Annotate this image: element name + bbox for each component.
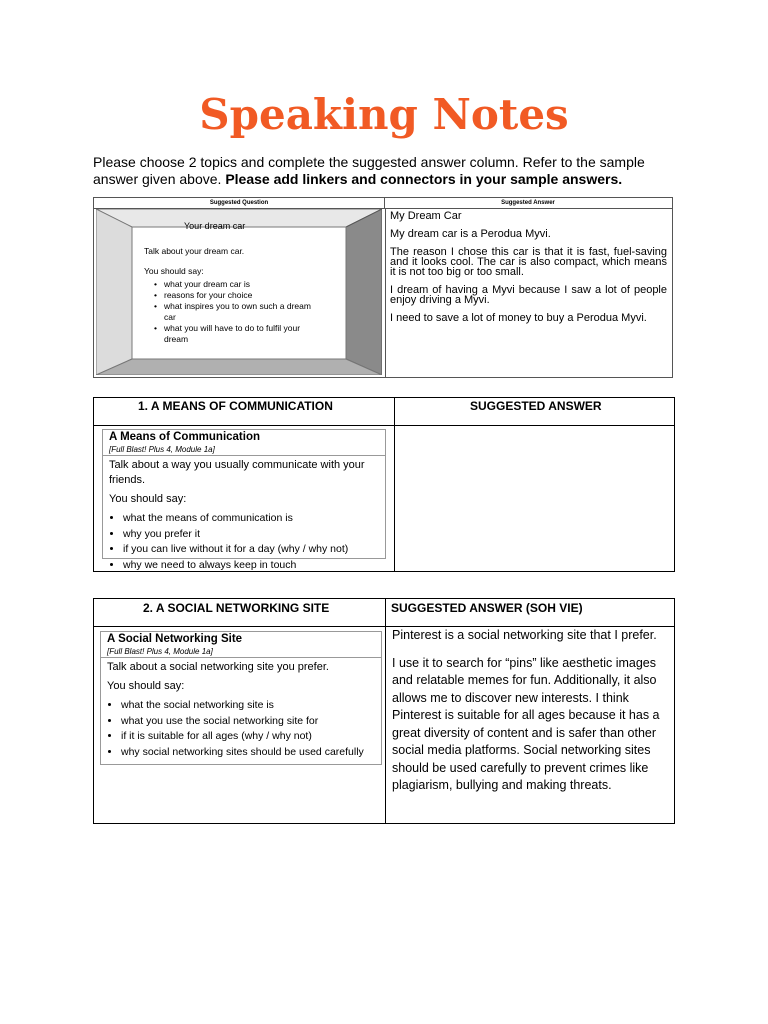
list-item: • if you can live without it for a day (why / why not) bbox=[123, 542, 379, 558]
sample-question-text bbox=[144, 221, 324, 345]
topic1-header: 1. A MEANS OF COMMUNICATION bbox=[138, 399, 333, 413]
topic2-card bbox=[100, 631, 382, 765]
page-title: Speaking Notes bbox=[199, 90, 569, 139]
topic2-answer bbox=[392, 627, 672, 805]
list-item: • what you use the social networking site for bbox=[121, 714, 375, 730]
topic2-card-body bbox=[101, 658, 381, 760]
topic2-bullets bbox=[107, 698, 375, 760]
topic2-answer-para: Pinterest is a social networking site that I prefer. bbox=[392, 628, 657, 642]
instructions-text: Please choose 2 topics and complete the suggested answer column. Refer to the sample answer given above. bbox=[93, 154, 645, 187]
list-item: • why we need to always keep in touch bbox=[123, 558, 379, 574]
list-item: • what your dream car is bbox=[156, 279, 324, 290]
sample-question-image bbox=[96, 209, 382, 375]
sample-answer-para: The reason I chose this car is that it is fast, fuel-saving and it looks cool. The car is also compact, which means it is not too big or too small. bbox=[390, 246, 667, 278]
topic1-card bbox=[102, 429, 386, 571]
topic1-bullets bbox=[109, 511, 379, 573]
instructions bbox=[93, 154, 683, 188]
sample-answer-para: I need to save a lot of money to buy a Perodua Myvi. bbox=[390, 312, 647, 324]
topic2-answer-header: SUGGESTED ANSWER (SOH VIE) bbox=[391, 601, 583, 615]
topic2-card-title-text: A Social Networking Site bbox=[107, 633, 243, 645]
list-item: • what inspires you to own such a dream car bbox=[156, 301, 324, 323]
topic1-card-source: [Full Blast! Plus 4, Module 1a] bbox=[109, 445, 215, 454]
sample-prompt: Talk about your dream car. bbox=[144, 246, 245, 256]
sample-question-header: Suggested Question bbox=[94, 198, 385, 209]
list-item: • reasons for your choice bbox=[156, 290, 324, 301]
topic1-table bbox=[93, 397, 675, 572]
sample-answer bbox=[385, 209, 671, 377]
list-item: • what the social networking site is bbox=[121, 698, 375, 714]
list-item: • why you prefer it bbox=[123, 527, 379, 543]
instructions-bold: Please add linkers and connectors in your sample answers. bbox=[225, 171, 623, 187]
topic1-prompt: Talk about a way you usually communicate with your friends. bbox=[109, 459, 365, 486]
topic1-card-title-text: A Means of Communication bbox=[109, 431, 260, 443]
sample-answer-header: Suggested Answer bbox=[384, 198, 672, 209]
topic2-answer-para: I use it to search for “pins” like aesthetic images and relatable memes for fun. Additionally, it also allows me to discover new interests. I think Pinterest is suitable for all ages because it has a great diversity of content and is safer than other social media platforms. Social networking sites should be used carefully to prevent crimes like plagiarism, bullying and making threats. bbox=[392, 655, 660, 792]
list-item: • if it is suitable for all ages (why / why not) bbox=[121, 729, 375, 745]
sample-table bbox=[93, 197, 673, 378]
list-item: • what you will have to do to fulfil your dream bbox=[156, 323, 314, 345]
topic2-header: 2. A SOCIAL NETWORKING SITE bbox=[143, 601, 330, 615]
sample-bullets bbox=[144, 279, 324, 345]
topic1-card-body bbox=[103, 456, 385, 573]
topic2-card-title bbox=[101, 632, 381, 658]
topic1-answer-header: SUGGESTED ANSWER bbox=[470, 399, 602, 413]
sample-answer-para: I dream of having a Myvi because I saw a lot of people enjoy driving a Myvi. bbox=[390, 284, 667, 306]
sample-answer-para: My dream car is a Perodua Myvi. bbox=[390, 228, 551, 240]
topic2-prompt: Talk about a social networking site you prefer. bbox=[107, 661, 329, 673]
topic1-should-say: You should say: bbox=[109, 493, 187, 505]
list-item: • what the means of communication is bbox=[123, 511, 379, 527]
topic2-card-source: [Full Blast! Plus 4, Module 1a] bbox=[107, 647, 213, 656]
list-item: • why social networking sites should be used carefully bbox=[121, 745, 375, 761]
topic2-table bbox=[93, 598, 675, 824]
topic1-card-title bbox=[103, 430, 385, 456]
sample-should-say: You should say: bbox=[144, 266, 204, 276]
topic2-should-say: You should say: bbox=[107, 680, 185, 692]
sample-answer-para: My Dream Car bbox=[390, 210, 462, 222]
sample-card-title: Your dream car bbox=[184, 221, 246, 231]
